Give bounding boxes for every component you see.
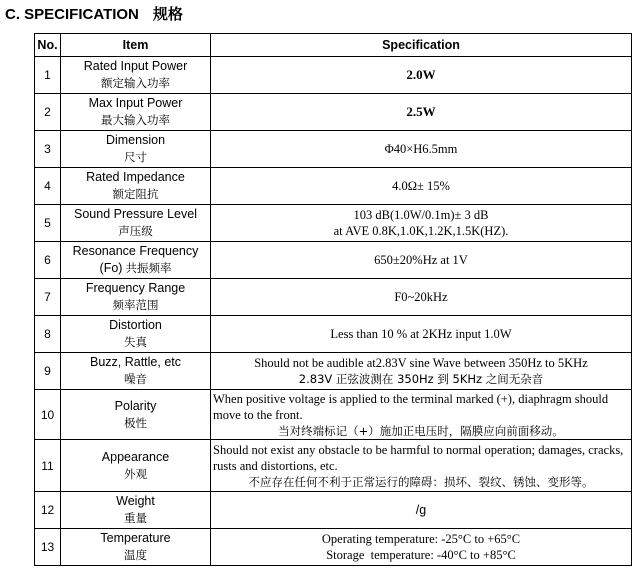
item-name: Temperature <box>100 531 171 545</box>
item-name-cn: 共振频率 <box>125 261 172 275</box>
spec-value: Φ40×H6.5mm <box>211 131 632 168</box>
header-item: Item <box>61 34 211 57</box>
section-title: C. SPECIFICATION <box>5 6 139 23</box>
spec-value: F0~20kHz <box>211 279 632 316</box>
spec-value: 4.0Ω± 15% <box>211 168 632 205</box>
item-cell <box>61 353 211 390</box>
spec-line-cn: 2.83V 正弦波测在 350Hz 到 5KHz 之间无杂音 <box>298 372 544 386</box>
item-cell <box>61 168 211 205</box>
section-title-cn: 规格 <box>152 5 183 23</box>
item-name: Appearance <box>101 449 170 464</box>
item-name-cn: 频率范围 <box>112 298 159 312</box>
table-row <box>35 492 632 529</box>
item-name-suffix: (Fo) <box>99 261 123 275</box>
spec-line: Should not be audible at2.83V sine Wave between 350Hz to 5KHz <box>254 356 588 370</box>
row-number: 4 <box>35 168 61 205</box>
spec-value-cell <box>211 390 632 440</box>
item-name-cn: 噪音 <box>124 372 147 386</box>
row-number: 5 <box>35 205 61 242</box>
item-name: Rated Impedance <box>86 170 185 184</box>
table-header-row <box>35 34 632 57</box>
spec-line: When positive voltage is applied to the terminal marked (+), diaphragm should move to the front. <box>213 391 609 422</box>
item-name-cn: 失真 <box>124 335 147 349</box>
item-name-cn: 额定输入功率 <box>101 76 170 90</box>
table-row <box>35 242 632 279</box>
spec-value: 2.5W <box>211 94 632 131</box>
table-row <box>35 168 632 205</box>
item-name-cn: 重量 <box>124 511 147 525</box>
row-number: 3 <box>35 131 61 168</box>
spec-value: 2.0W <box>211 57 632 94</box>
item-cell <box>61 131 211 168</box>
specification-table <box>34 33 632 566</box>
table-row <box>35 316 632 353</box>
item-name: Distortion <box>109 318 162 332</box>
item-name-cn: 外观 <box>124 466 147 481</box>
item-name: Polarity <box>114 398 157 413</box>
table-row <box>35 440 632 492</box>
item-name-cn: 尺寸 <box>124 150 147 164</box>
item-cell <box>61 529 211 566</box>
spec-line: Storage temperature: -40°C to +85°C <box>326 548 516 562</box>
spec-value-cell <box>211 353 632 390</box>
item-name: Buzz, Rattle, etc <box>89 355 181 369</box>
item-name: Weight <box>116 494 155 508</box>
spec-value <box>211 492 632 529</box>
spec-line-cn: 不应存在任何不利于正常运行的障碍：损坏、裂纹、锈蚀、变形等。 <box>248 474 594 489</box>
spec-line: Operating temperature: -25°C to +65°C <box>321 532 521 546</box>
row-number: 11 <box>35 440 61 492</box>
item-name-cn: 额定阻抗 <box>112 187 159 201</box>
section-heading <box>5 3 183 25</box>
header-specification: Specification <box>211 34 632 57</box>
spec-value-cell <box>211 529 632 566</box>
spec-value-cell <box>211 440 632 492</box>
spec-line: Should not exist any obstacle to be harmful to normal operation; damages, cracks, rusts and distortions, etc. <box>213 442 624 473</box>
item-cell <box>61 205 211 242</box>
item-cell <box>61 440 211 492</box>
row-number: 2 <box>35 94 61 131</box>
item-name: Dimension <box>105 133 166 147</box>
row-number: 13 <box>35 529 61 566</box>
row-number: 8 <box>35 316 61 353</box>
item-cell <box>61 316 211 353</box>
item-name-cn: 声压级 <box>118 224 153 238</box>
row-number: 10 <box>35 390 61 440</box>
item-name-line2 <box>63 260 208 277</box>
row-number: 7 <box>35 279 61 316</box>
table-row <box>35 131 632 168</box>
row-number: 6 <box>35 242 61 279</box>
spec-value-text: /g <box>415 503 427 517</box>
item-cell <box>61 94 211 131</box>
item-name: Resonance Frequency <box>72 244 199 258</box>
row-number: 1 <box>35 57 61 94</box>
table-row <box>35 529 632 566</box>
header-no: No. <box>35 34 61 57</box>
spec-value: 650±20%Hz at 1V <box>211 242 632 279</box>
table-row <box>35 279 632 316</box>
table-row <box>35 353 632 390</box>
row-number: 9 <box>35 353 61 390</box>
item-name: Sound Pressure Level <box>74 207 197 221</box>
spec-value: Less than 10 % at 2KHz input 1.0W <box>211 316 632 353</box>
item-cell <box>61 242 211 279</box>
item-cell <box>61 390 211 440</box>
table-row <box>35 57 632 94</box>
row-number: 12 <box>35 492 61 529</box>
item-cell <box>61 279 211 316</box>
item-cell <box>61 57 211 94</box>
item-name-cn: 最大输入功率 <box>101 113 170 127</box>
table-row <box>35 94 632 131</box>
item-name: Max Input Power <box>88 96 183 110</box>
item-name: Frequency Range <box>85 281 186 295</box>
spec-line-cn: 当对终端标记（+）施加正电压时，隔膜应向前面移动。 <box>278 423 564 438</box>
item-name: Rated Input Power <box>83 59 188 73</box>
spec-line: 103 dB(1.0W/0.1m)± 3 dB <box>353 208 489 222</box>
item-name-cn: 温度 <box>124 548 147 562</box>
item-name-cn: 极性 <box>124 415 147 430</box>
table-row <box>35 205 632 242</box>
spec-line: at AVE 0.8K,1.0K,1.2K,1.5K(HZ). <box>333 224 509 238</box>
table-row <box>35 390 632 440</box>
spec-value-cell <box>211 205 632 242</box>
item-cell <box>61 492 211 529</box>
